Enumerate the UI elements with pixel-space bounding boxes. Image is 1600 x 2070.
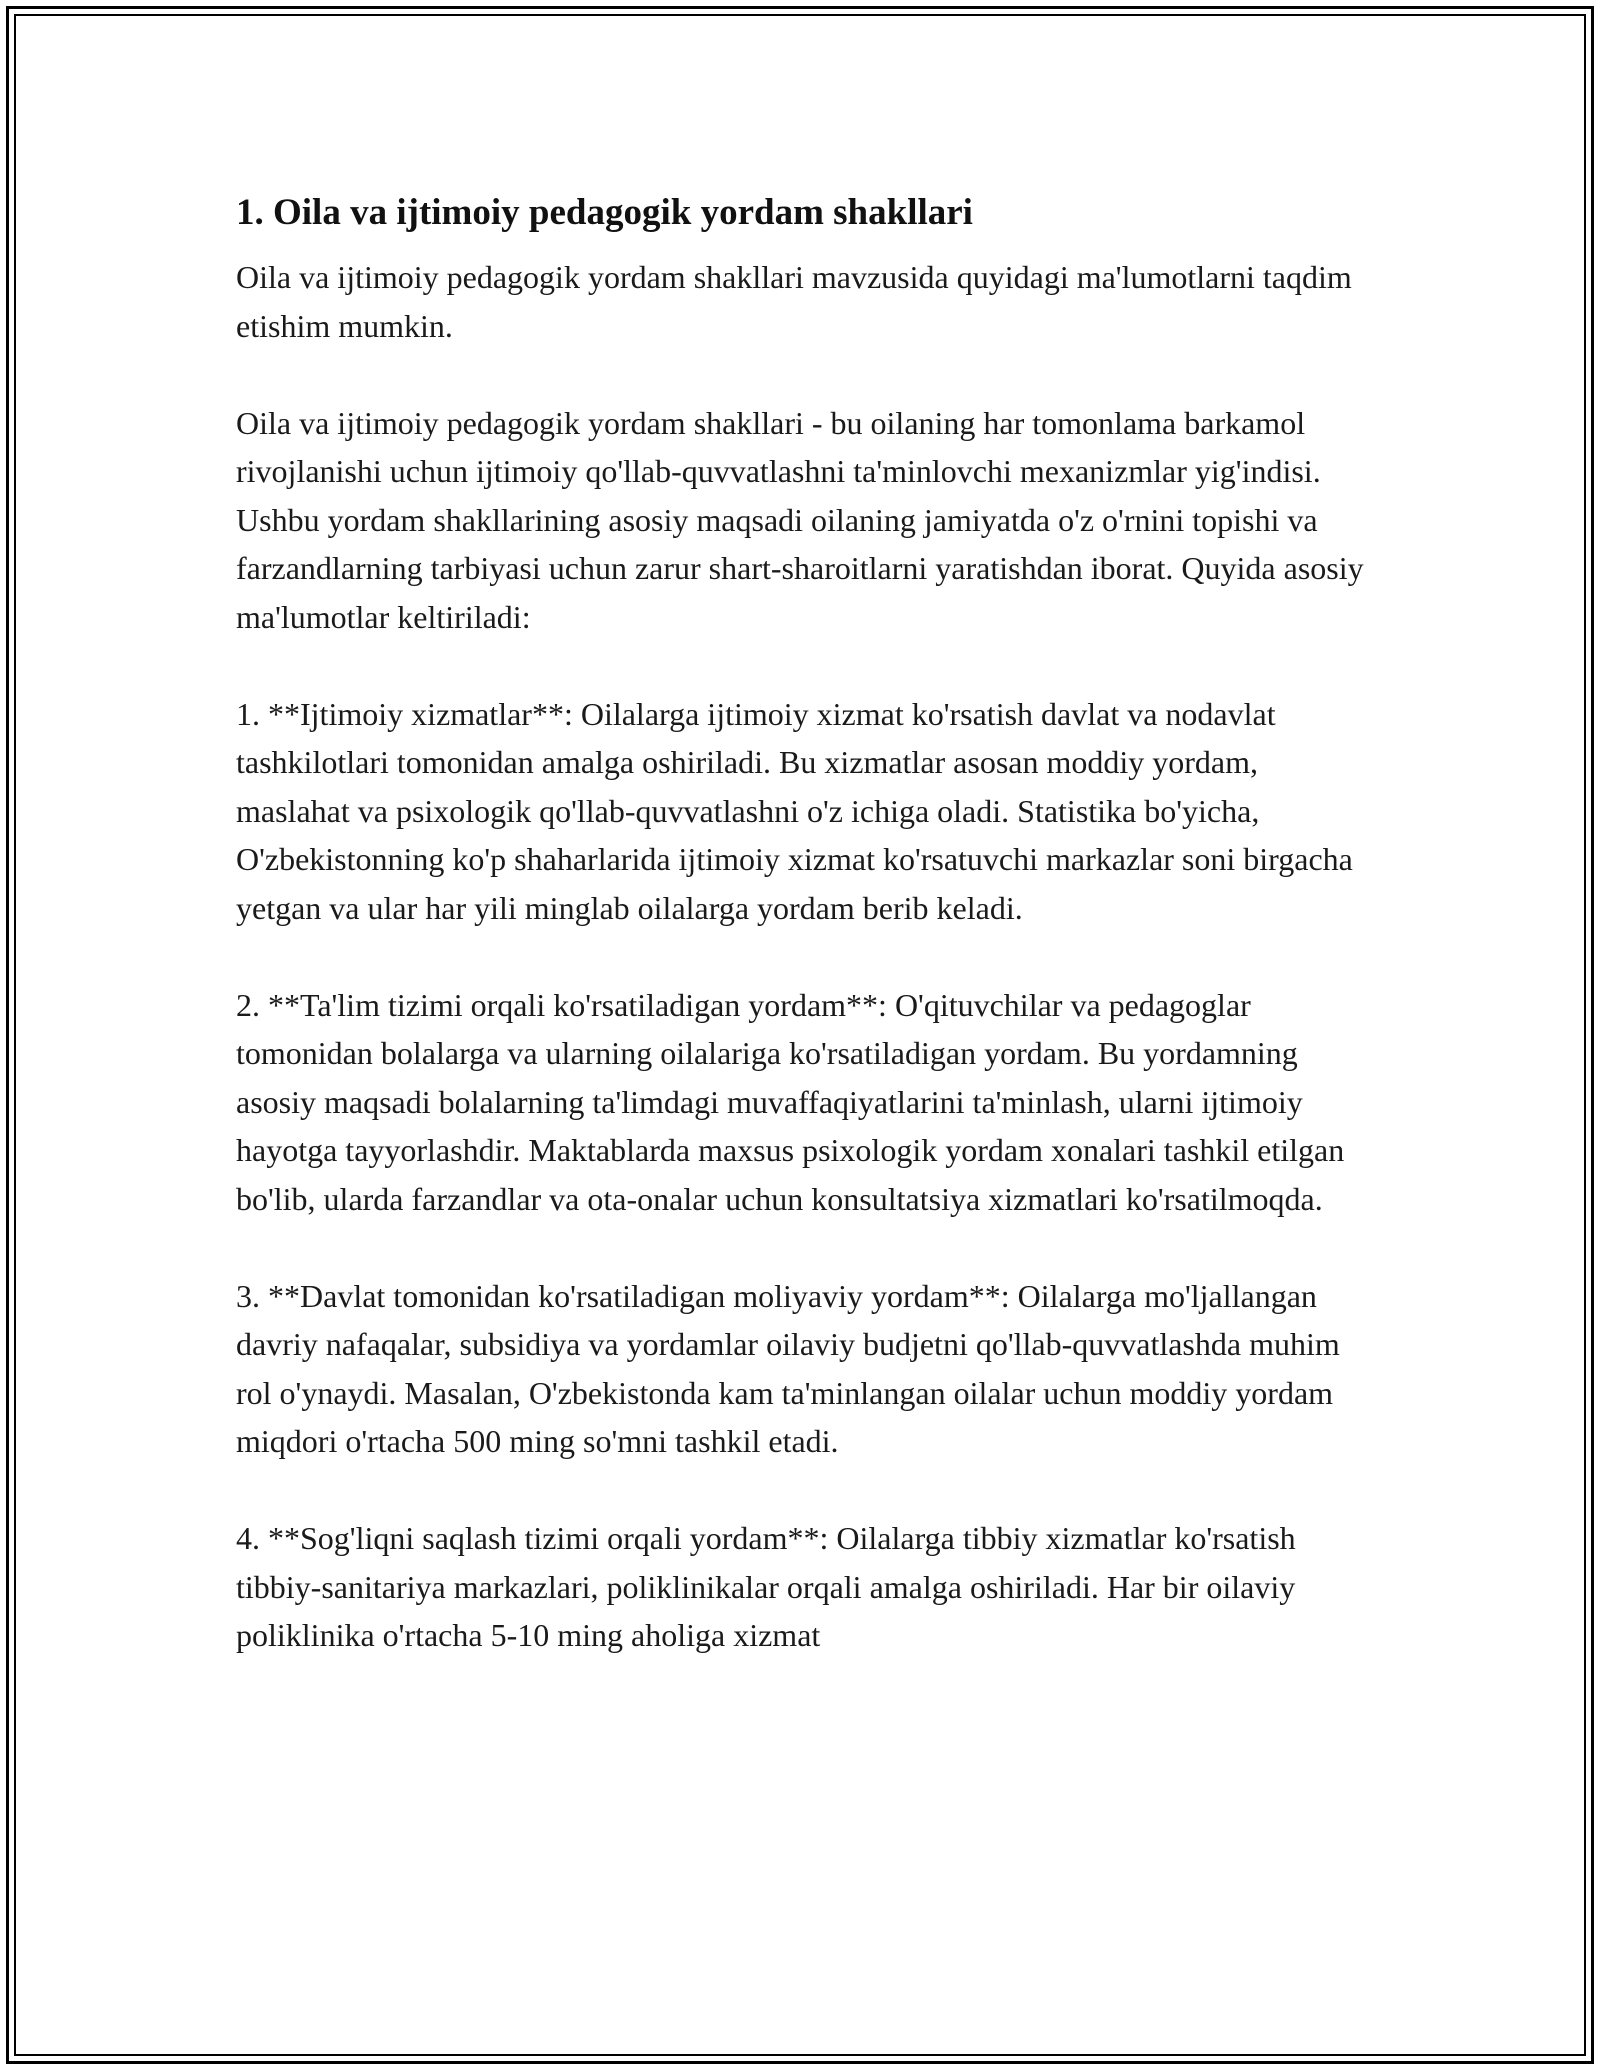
paragraph-intro: Oila va ijtimoiy pedagogik yordam shakllari mavzusida quyidagi ma'lumotlarni taqdim etishim mumkin. [236,259,1352,344]
paragraph-definition: Oila va ijtimoiy pedagogik yordam shakllari - bu oilaning har tomonlama barkamol rivojlanishi uchun ijtimoiy qo'llab-quvvatlashni ta'minlovchi mexanizmlar yig'indisi. Ushbu yordam shakllarining asosiy maqsadi oilaning jamiyatda o'z o'rnini topishi va farzandlarning tarbiyasi uchun zarur shart-sharoitlarni yaratishdan iborat. Quyida asosiy ma'lumotlar keltiriladi: [236,404,1364,635]
document-body [236,185,1376,1708]
paragraph-item-4: 4. **Sog'liqni saqlash tizimi orqali yordam**: Oilalarga tibbiy xizmatlar ko'rsatish tibbiy-sanitariya markazlari, poliklinikalar orqali amalga oshiriladi. Har bir oilaviy poliklinika o'rtacha 5-10 ming aholiga xizmat [236,1520,1296,1653]
paragraph-item-1: 1. **Ijtimoiy xizmatlar**: Oilalarga ijtimoiy xizmat ko'rsatish davlat va nodavlat tashkilotlari tomonidan amalga oshiriladi. Bu xizmatlar asosan moddiy yordam, maslahat va psixologik qo'llab-quvvatlashni o'z ichiga oladi. Statistika bo'yicha, O'zbekistonning ko'p shaharlarida ijtimoiy xizmat ko'rsatuvchi markazlar soni birgacha yetgan va ular har yili minglab oilalarga yordam berib keladi. [236,695,1353,926]
paragraph-item-2: 2. **Ta'lim tizimi orqali ko'rsatiladigan yordam**: O'qituvchilar va pedagoglar tomonidan bolalarga va ularning oilalariga ko'rsatiladigan yordam. Bu yordamning asosiy maqsadi bolalarning ta'limdagi muvaffaqiyatlarini ta'minlash, ularni ijtimoiy hayotga tayyorlashdir. Maktablarda maxsus psixologik yordam xonalari tashkil etilgan bo'lib, ularda farzandlar va ota-onalar uchun konsultatsiya xizmatlari ko'rsatilmoqda. [236,986,1345,1217]
paragraph-item-3: 3. **Davlat tomonidan ko'rsatiladigan moliyaviy yordam**: Oilalarga mo'ljallangan davriy nafaqalar, subsidiya va yordamlar oilaviy budjetni qo'llab-quvvatlashda muhim rol o'ynaydi. Masalan, O'zbekistonda kam ta'minlangan oilalar uchun moddiy yordam miqdori o'rtacha 500 ming so'mni tashkil etadi. [236,1277,1340,1459]
document-title: 1. Oila va ijtimoiy pedagogik yordam shakllari [236,192,973,233]
